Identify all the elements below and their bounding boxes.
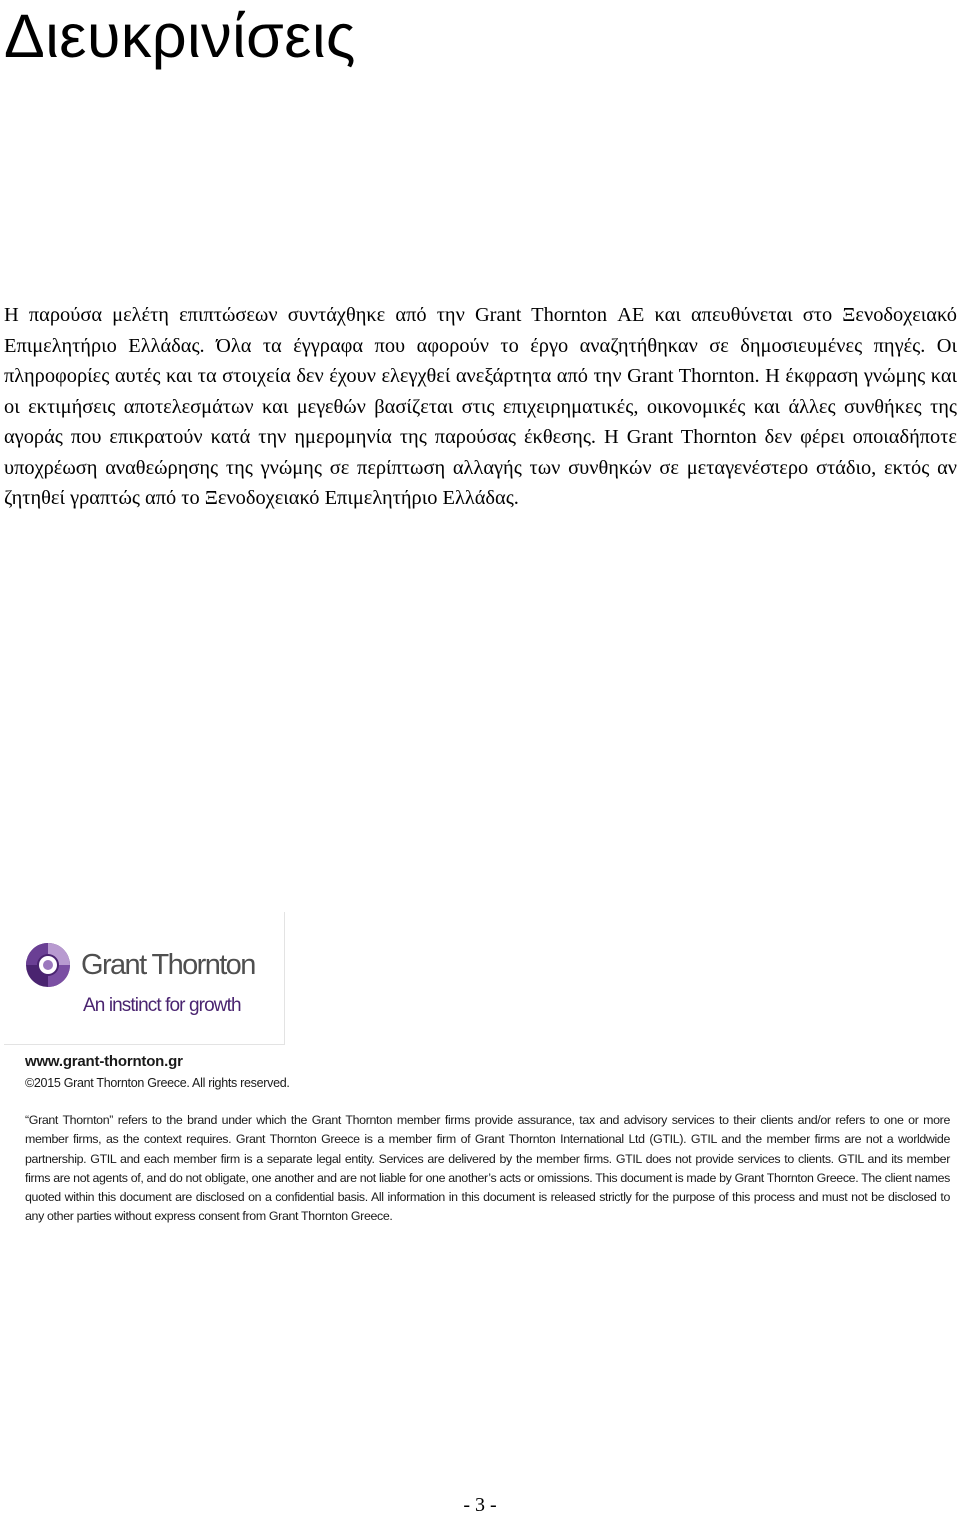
- page-number: - 3 -: [463, 1494, 497, 1516]
- footer-copyright: ©2015 Grant Thornton Greece. All rights reserved.: [25, 1076, 290, 1090]
- logo-tagline: An instinct for growth: [83, 995, 241, 1016]
- grant-thornton-logo: [4, 912, 285, 1045]
- footer-legal-notice: “Grant Thornton” refers to the brand under which the Grant Thornton member firms provide assurance, tax and advisory services to their clients and/or refers to one or more member firms, as the context requires. Grant Thornton Greece is a member firm of Grant Thornton International Ltd (GTIL). GTIL and the member firms are not a worldwide partnership. GTIL and each member firm is a separate legal entity. Services are delivered by the member firms. GTIL does not provide services to clients. GTIL and its member firms are not agents of, and do not obligate, one another and are not liable for one another’s acts or omissions. This document is made by Grant Thornton Greece. The client names quoted within this document are disclosed on a confidential basis. All information in this document is released strictly for the purpose of this process and must not be disclosed to any other parties without express consent from Grant Thornton Greece.: [25, 1113, 950, 1224]
- grant-thornton-swirl-icon: [25, 942, 71, 988]
- logo-wordmark: Grant Thornton: [81, 949, 255, 981]
- footer-url: www.grant-thornton.gr: [25, 1053, 183, 1070]
- disclaimer-paragraph: Η παρούσα μελέτη επιπτώσεων συντάχθηκε από την Grant Thornton ΑΕ και απευθύνεται στο Ξενοδοχειακό Επιμελητήριο Ελλάδας. Όλα τα έγγραφα που αφορούν το έργο αναζητήθηκαν σε δημοσιευμένες πηγές. Οι πληροφορίες αυτές και τα στοιχεία δεν έχουν ελεγχθεί ανεξάρτητα από την Grant Thornton. Η έκφραση γνώμης και οι εκτιμήσεις αποτελεσμάτων και μεγεθών βασίζεται στις επιχειρηματικές, οικονομικές και άλλες συνθήκες της αγοράς που επικρατούν κατά την ημερομηνία της παρούσας έκθεσης. Η Grant Thornton δεν φέρει οποιαδήποτε υποχρέωση αναθεώρησης της γνώμης σε περίπτωση αλλαγής των συνθηκών σε μεταγενέστερο στάδιο, εκτός αν ζητηθεί γραπτώς από το Ξενοδοχειακό Επιμελητήριο Ελλάδας.: [4, 304, 957, 509]
- footer-block: [25, 1052, 950, 1227]
- page-title: Διευκρινίσεις: [4, 2, 356, 70]
